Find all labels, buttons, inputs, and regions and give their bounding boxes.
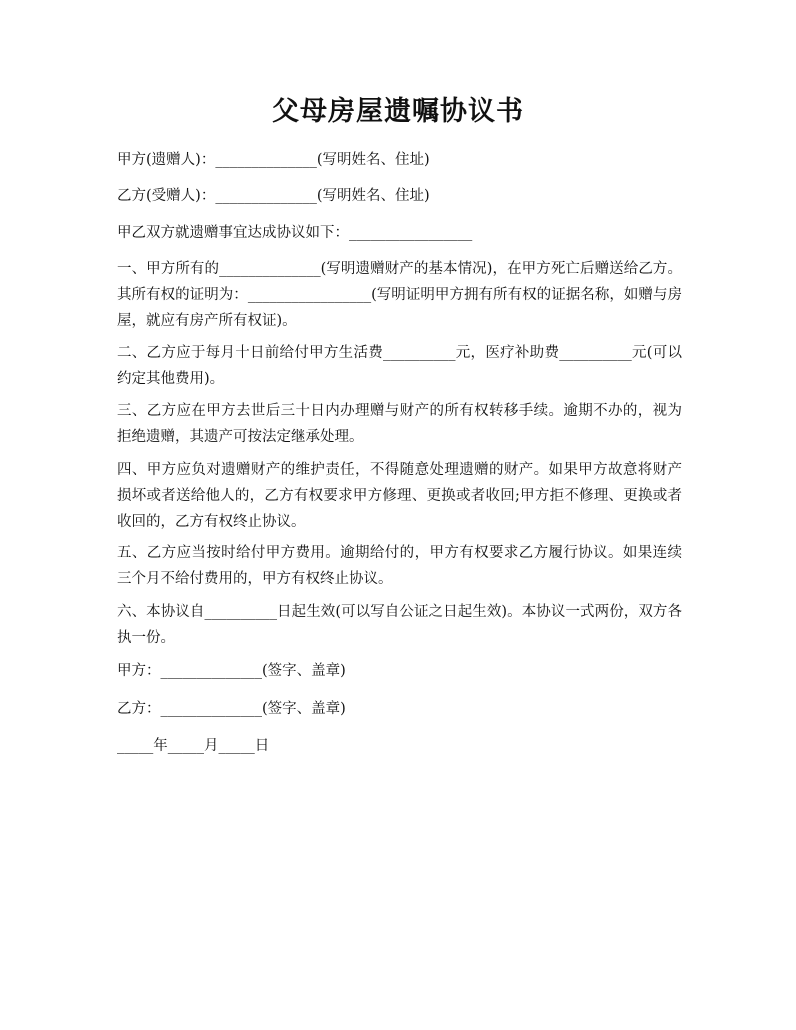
- clause-4: 四、甲方应负对遗赠财产的维护责任，不得随意处理遗赠的财产。如果甲方故意将财产损坏或者送给他人的，乙方有权要求甲方修理、更换或者收回;甲方拒不修理、更换或者收回的，乙方有权终止协议。: [117, 462, 682, 530]
- agreement-intro: 甲乙双方就遗赠事宜达成协议如下：_________________: [117, 225, 473, 241]
- party-a-signature: 甲方：______________(签字、盖章): [117, 663, 346, 679]
- date-line: _____年_____月_____日: [117, 738, 270, 754]
- clause-3: 三、乙方应在甲方去世后三十日内办理赠与财产的所有权转移手续。逾期不办的，视为拒绝遗赠，其遗产可按法定继承处理。: [117, 403, 682, 445]
- clause-1: 一、甲方所有的______________(写明遗赠财产的基本情况)，在甲方死亡后赠送给乙方。其所有权的证明为：_________________(写明证明甲方拥有所有权的证据名称，如赠与房屋，就应有房产所有权证)。: [117, 261, 682, 329]
- document-title: 父母房屋遗嘱协议书: [272, 96, 524, 127]
- clause-5: 五、乙方应当按时给付甲方费用。逾期给付的，甲方有权要求乙方履行协议。如果连续三个月不给付费用的，甲方有权终止协议。: [117, 545, 682, 587]
- party-a-line: 甲方(遗赠人)：______________(写明姓名、住址): [117, 152, 430, 168]
- party-b-signature: 乙方：______________(签字、盖章): [117, 701, 346, 717]
- clause-2: 二、乙方应于每月十日前给付甲方生活费__________元，医疗补助费__________元(可以约定其他费用)。: [117, 345, 682, 387]
- clause-6: 六、本协议自__________日起生效(可以写自公证之日起生效)。本协议一式两份，双方各执一份。: [117, 604, 682, 646]
- party-b-line: 乙方(受赠人)：______________(写明姓名、住址): [117, 188, 430, 204]
